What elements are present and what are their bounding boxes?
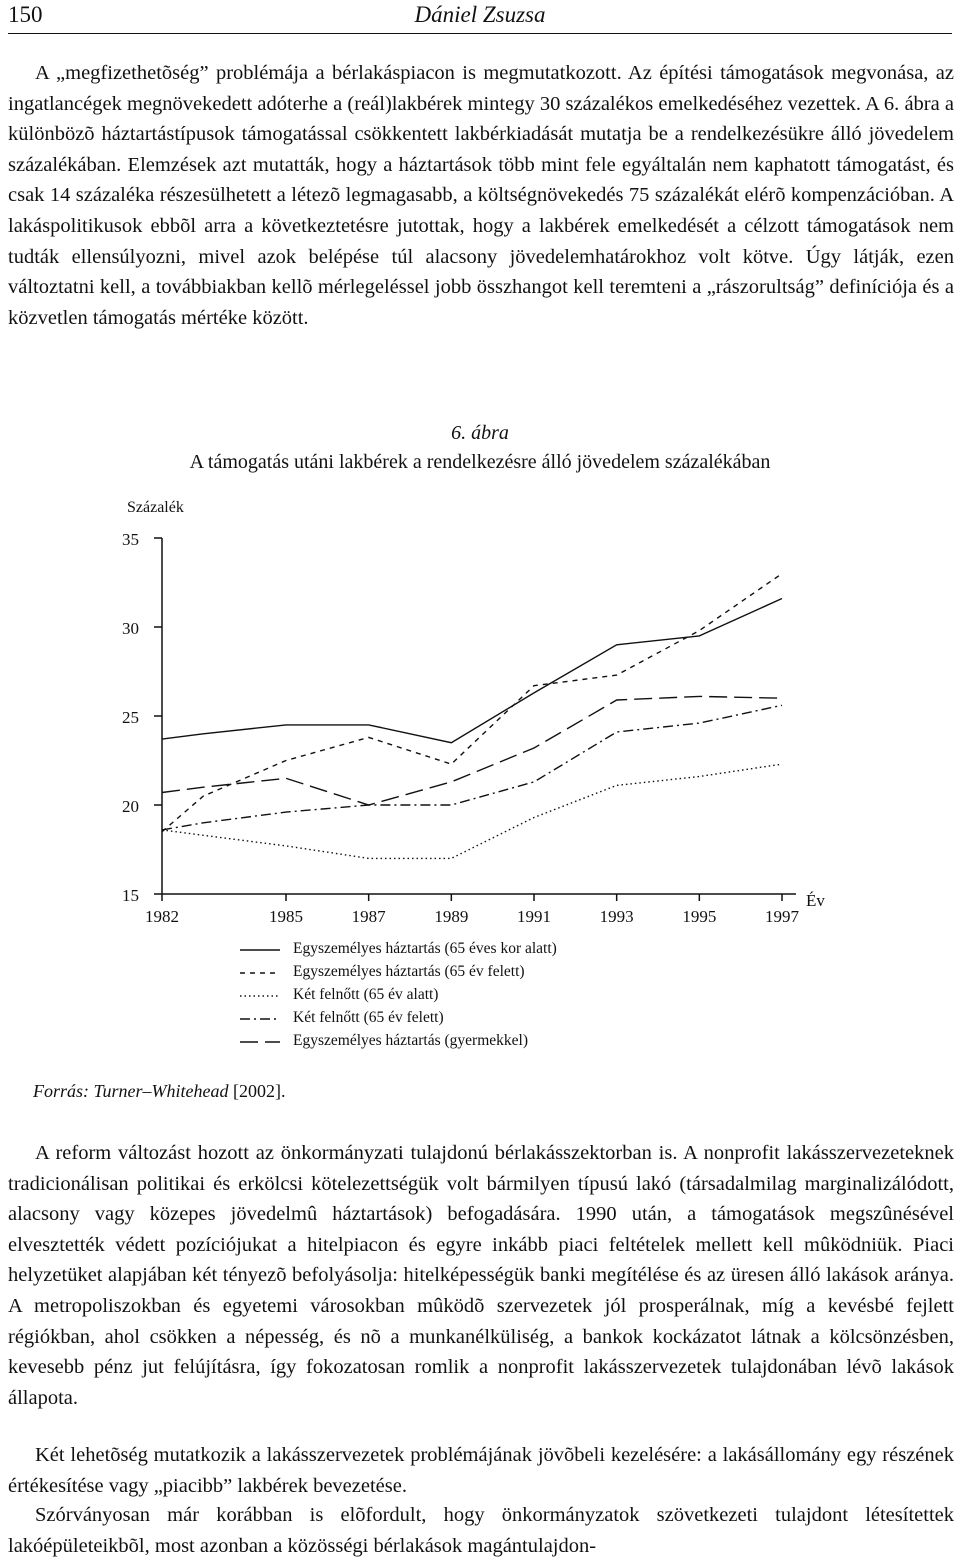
legend-swatch — [240, 965, 282, 981]
x-tick-label: 1995 — [682, 907, 717, 926]
figure-number: 6. ábra — [451, 422, 509, 444]
x-tick-label: 1991 — [517, 907, 551, 926]
header-rule — [8, 33, 952, 34]
legend-label: Két felnőtt (65 év alatt) — [293, 986, 439, 1003]
page-header — [8, 0, 952, 36]
x-tick-label: 1987 — [351, 907, 386, 926]
x-axis-label: Év — [806, 891, 825, 910]
source-label: Forrás: — [33, 1081, 90, 1101]
series-line-1 — [162, 599, 782, 743]
line-chart — [0, 490, 960, 930]
figure-source — [33, 1081, 286, 1102]
chart-labels — [122, 499, 825, 926]
figure-title: A támogatás utáni lakbérek a rendelkezésre álló jövedelem százalékában — [189, 451, 771, 473]
paragraph-4: Szórványosan már korábban is elõfordult, hogy önkormányzatok szövetkezeti tulajdont létesítettek lakóépületeikbõl, most azonban a közösségi bérlakások magántulajdon- — [8, 1504, 954, 1557]
x-tick-label: 1989 — [434, 907, 469, 926]
y-tick-label: 20 — [122, 797, 139, 816]
y-axis-label: Százalék — [127, 499, 184, 516]
paragraph-2: A reform változást hozott az önkormányzati tulajdonú bérlakásszektorban is. A nonprofit lakásszervezeteknek tradicionálisan politikai és erkölcsi kötelezettségük volt bármilyen típusú lakó (társadalmilag marginalizálódott, alacsony vagy közepes jövedelmû háztartások) befogadására. 1990 után, a támogatások megszûnésével elvesztették védett pozíciójukat a hitelpiacon és egyre inkább piaci feltételek mellett kell mûködniük. Piaci helyzetüket alapjában két tényezõ befolyásolja: hitelképességük banki megítélése és az üresen álló lakások aránya. A metropoliszokban és egyetemi városokban mûködõ szervezetek jól prosperálnak, míg a kevésbé fejlett régiókban, ahol csökken a népesség, és nõ a munkanélküliség, a bankok kockázatot látnak a kölcsönzésben, kevesebb pénz jut felújításra, így fokozatosan romlik a nonprofit lakásszervezetek tulajdonában lévõ lakások állapota. — [8, 1142, 954, 1409]
page-number: 150 — [8, 2, 43, 27]
legend-swatch — [240, 1034, 282, 1050]
x-tick-label: 1985 — [269, 907, 303, 926]
y-tick-label: 25 — [122, 708, 139, 727]
legend-label: Egyszemélyes háztartás (gyermekkel) — [293, 1032, 528, 1049]
running-head: Dániel Zsuzsa — [414, 2, 546, 27]
source-year: [2002]. — [233, 1081, 286, 1101]
source-author: Turner–Whitehead — [93, 1081, 229, 1101]
y-tick-label: 30 — [122, 619, 139, 638]
y-tick-label: 15 — [122, 886, 139, 905]
y-tick-label: 35 — [122, 530, 139, 549]
legend-label: Egyszemélyes háztartás (65 éves kor alatt) — [293, 940, 557, 957]
chart-series — [162, 574, 782, 859]
legend-swatch — [240, 1011, 282, 1027]
chart-axes — [154, 538, 796, 901]
paragraph-1: A „megfizethetõség” problémája a bérlakáspiacon is megmutatkozott. Az építési támogatások megvonása, az ingatlancégek megnövekedett adóterhe a (reál)lakbérek mintegy 30 százalékos emelkedéséhez vezettek. A 6. ábra a különbözõ háztartástípusok támogatással csökkentett lakbérkiadását mutatja be a rendelkezésükre álló jövedelem százalékában. Elemzések azt mutatták, hogy a háztartások több mint fele egyáltalán nem kaphatott támogatást, és csak 14 százaléka részesülhetett a létezõ legmagasabb, a költségnövekedés 75 százalékát elérõ kompenzációban. A lakáspolitikusok ebbõl arra a következtetésre jutottak, hogy a lakbérek emelkedését a célzott támogatások nem tudták ellensúlyozni, mivel azok belépése túl alacsony jövedelemhatárokhoz volt kötve. Úgy látják, ezen változtatni kell, a továbbiakban kellõ mérlegeléssel jobb összhangot kell teremteni a „rászorultság” definíciója és a közvetlen támogatás mértéke között. — [8, 62, 954, 329]
x-tick-label: 1997 — [765, 907, 799, 926]
x-tick-label: 1993 — [599, 907, 634, 926]
series-line-2 — [162, 574, 782, 832]
series-line-5 — [162, 696, 782, 805]
legend-swatch — [240, 942, 282, 958]
paragraph-3: Két lehetõség mutatkozik a lakásszervezetek problémájának jövõbeli kezelésére: a lakásállomány egy részének értékesítése vagy „piacibb” lakbérek bevezetése. — [8, 1444, 954, 1497]
series-line-4 — [162, 705, 782, 830]
series-line-3 — [162, 764, 782, 858]
legend-label: Egyszemélyes háztartás (65 év felett) — [293, 963, 525, 980]
legend-label: Két felnőtt (65 év felett) — [293, 1009, 444, 1026]
x-tick-label: 1982 — [145, 907, 179, 926]
legend-swatch — [240, 988, 282, 1004]
